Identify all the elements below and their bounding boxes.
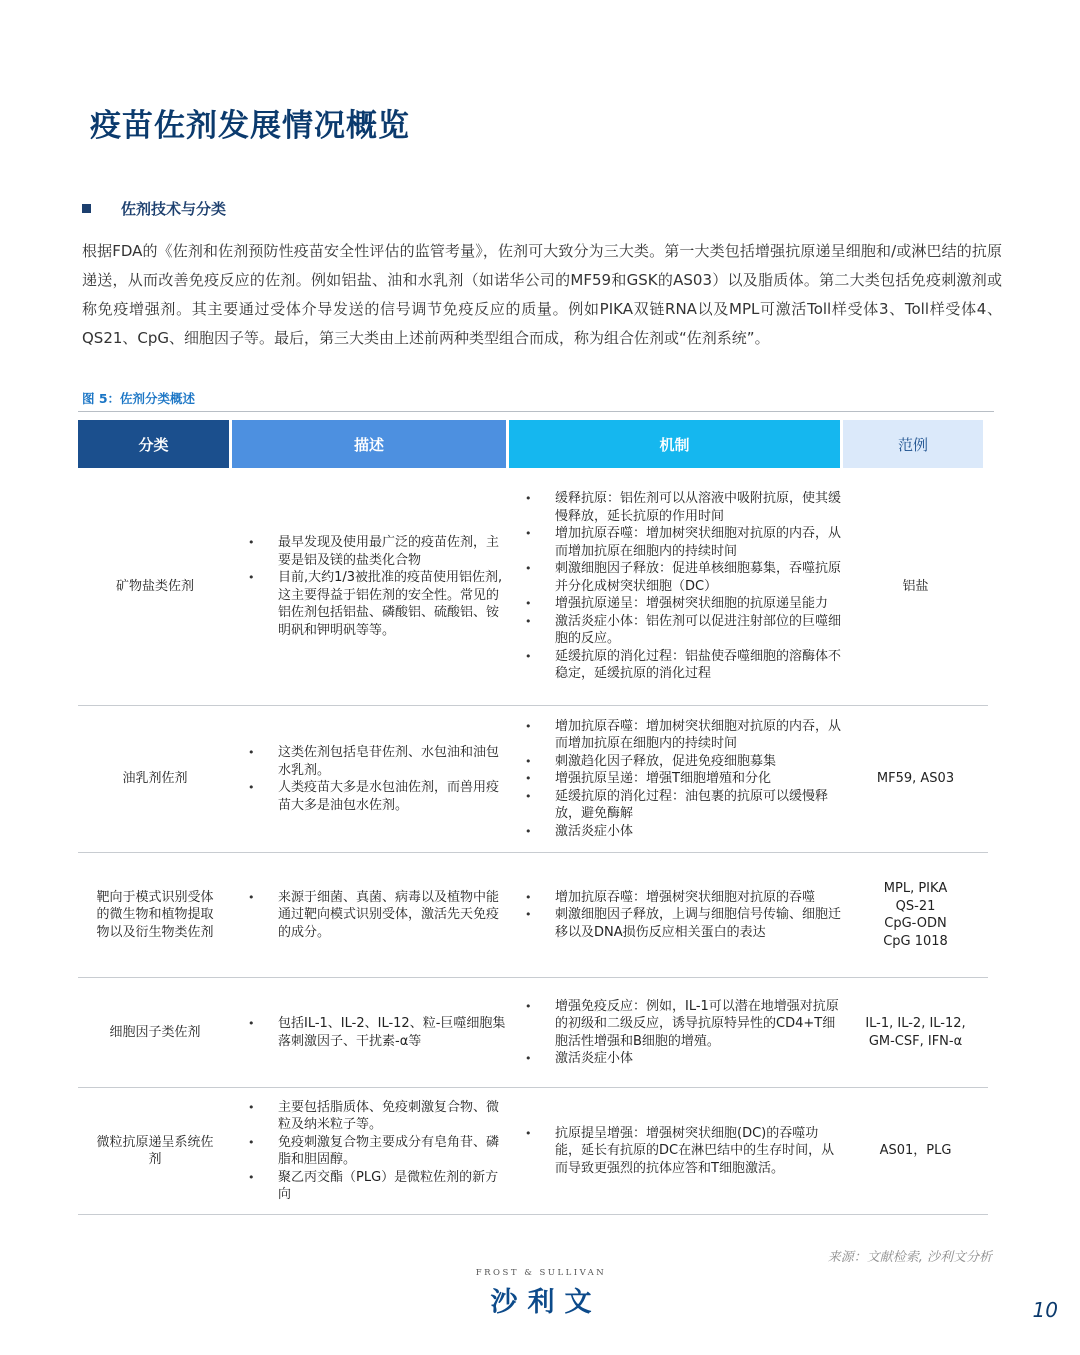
row-category: 靶向于模式识别受体的微生物和植物提取物以及衍生物类佐剂 [96,889,214,940]
list-item: • 刺激细胞因子释放：促进单核细胞募集，吞噬抗原并分化成树突状细胞（DC） [521,560,843,595]
header-examples: 范例 [843,420,983,468]
frost-sullivan-logo [470,1268,612,1319]
header-category: 分类 [78,420,229,468]
row-mechanism [509,998,843,1068]
intro-paragraph: 根据FDA的《佐剂和佐剂预防性疫苗安全性评估的监管考量》，佐剂可大致分为三大类。第一大类包括增强抗原递呈细胞和/或淋巴结的抗原递送，从而改善免疫反应的佐剂。例如铝盐、油和水乳剂（如诺华公司的MF59和GSK的AS03）以及脂质体。第二大类包括免疫刺激剂或称免疫增强剂。其主要通过受体介导发送的信号调节免疫反应的质量。例如PIKA双链RNA以及MPL可激活Toll样受体3、Toll样受体4、QS21、CpG、细胞因子等。最后，第三大类由上述前两种类型组合而成，称为组合佐剂或“佐剂系统”。 [82,242,1002,347]
list-item: • 抗原提呈增强：增强树突状细胞(DC)的吞噬功能，延长有抗原的DC在淋巴结中的生存时间，从而导致更强烈的抗体应答和T细胞激活。 [521,1125,843,1178]
table-row [78,1088,988,1215]
table-row [78,706,988,853]
list-item: • 人类疫苗大多是水包油佐剂，而兽用疫苗大多是油包水佐剂。 [244,779,509,814]
list-item: • 包括IL-1、IL-2、IL-12、粒-巨噬细胞集落刺激因子、干扰素-α等 [244,1015,509,1050]
table-header [78,420,988,468]
list-item: • 来源于细菌、真菌、病毒以及植物中能通过靶向模式识别受体，激活先天免疫的成分。 [244,889,509,942]
list-item: • 目前,大约1/3被批准的疫苗使用铝佐剂,这主要得益于铝佐剂的安全性。常见的铝佐剂包括铝盐、磷酸铝、硫酸铝、铵明矾和钾明矾等等。 [244,569,509,639]
row-description [232,534,509,639]
list-item: • 延缓抗原的消化过程：铝盐使吞噬细胞的溶酶体不稳定，延缓抗原的消化过程 [521,648,843,683]
row-category: 微粒抗原递呈系统佐剂 [96,1134,214,1167]
list-item: • 免疫刺激复合物主要成分有皂角苷、磷脂和胆固醇。 [244,1134,509,1169]
example-line: IL-1, IL-2, IL-12, [865,1016,966,1031]
list-item: • 增加抗原吞噬：增加树突状细胞对抗原的内吞，从而增加抗原在细胞内的持续时间 [521,718,843,753]
square-bullet-icon [82,204,91,213]
table-row [78,853,988,978]
list-item: • 主要包括脂质体、免疫刺激复合物、微粒及纳米粒子等。 [244,1099,509,1134]
list-item: • 激活炎症小体 [521,823,843,841]
row-description [232,1099,509,1204]
list-item: • 延缓抗原的消化过程：油包裹的抗原可以缓慢释放，避免酶解 [521,788,843,823]
example-line: GM-CSF, IFN-α [868,1033,963,1049]
logo-chinese: 沙利文 [490,1287,602,1318]
page-title: 疫苗佐剂发展情况概览 [90,108,410,144]
list-item: • 增强免疫反应：例如，IL-1可以潜在地增强对抗原的初级和二级反应，诱导抗原特异性的CD4+T细胞活性增强和B细胞的增殖。 [521,998,843,1051]
row-examples [843,1142,988,1160]
list-item: • 增加抗原吞噬：增强树突状细胞对抗原的吞噬 [521,889,843,907]
list-item: • 激活炎症小体 [521,1050,843,1068]
figure-caption: 图 5：佐剂分类概述 [82,391,196,406]
row-category: 油乳剂佐剂 [122,771,188,787]
list-item: • 激活炎症小体：铝佐剂可以促进注射部位的巨噬细胞的反应。 [521,613,843,648]
list-item: • 刺激细胞因子释放，上调与细胞信号传输、细胞迁移以及DNA损伤反应相关蛋白的表达 [521,906,843,941]
table-row [78,978,988,1088]
list-item: • 增强抗原呈递：增强T细胞增殖和分化 [521,770,843,788]
row-examples [843,1015,988,1050]
example-line: QS-21 [895,898,936,914]
list-item: • 这类佐剂包括皂苷佐剂、水包油和油包水乳剂。 [244,744,509,779]
example-line: CpG 1018 [883,933,948,949]
list-item: • 增强抗原递呈：增强树突状细胞的抗原递呈能力 [521,595,843,613]
header-mechanism: 机制 [509,420,840,468]
list-item: • 刺激趋化因子释放，促进免疫细胞募集 [521,753,843,771]
example-line: 铝盐 [902,578,929,594]
row-examples [843,880,988,950]
header-description: 描述 [232,420,506,468]
row-category: 细胞因子类佐剂 [109,1024,201,1040]
row-examples [843,770,988,788]
row-mechanism [509,718,843,841]
table-row [78,468,988,706]
row-description [232,744,509,814]
logo-english: FROST & SULLIVAN [475,1268,607,1278]
row-mechanism [509,490,843,683]
example-line: CpG-ODN [884,916,947,931]
page-number: 10 [1032,1298,1058,1322]
list-item: • 缓释抗原：铝佐剂可以从溶液中吸附抗原，使其缓慢释放，延长抗原的作用时间 [521,490,843,525]
example-line: MPL, PIKA [883,881,948,896]
figure-divider [78,411,994,412]
section-heading [82,198,226,219]
row-category: 矿物盐类佐剂 [115,578,194,594]
section-label: 佐剂技术与分类 [121,200,227,218]
row-mechanism [509,1125,843,1178]
row-examples [843,578,988,596]
adjuvant-table [78,420,988,1215]
row-mechanism [509,889,843,942]
list-item: • 增加抗原吞噬：增加树突状细胞对抗原的内吞，从而增加抗原在细胞内的持续时间 [521,525,843,560]
example-line: AS01，PLG [879,1143,952,1159]
list-item: • 最早发现及使用最广泛的疫苗佐剂，主要是铝及镁的盐类化合物 [244,534,509,569]
row-description [232,889,509,942]
row-description [232,1015,509,1050]
example-line: MF59, AS03 [876,771,955,787]
source-note: 来源：文献检索, 沙利文分析 [827,1250,992,1265]
list-item: • 聚乙丙交酯（PLG）是微粒佐剂的新方向 [244,1169,509,1204]
